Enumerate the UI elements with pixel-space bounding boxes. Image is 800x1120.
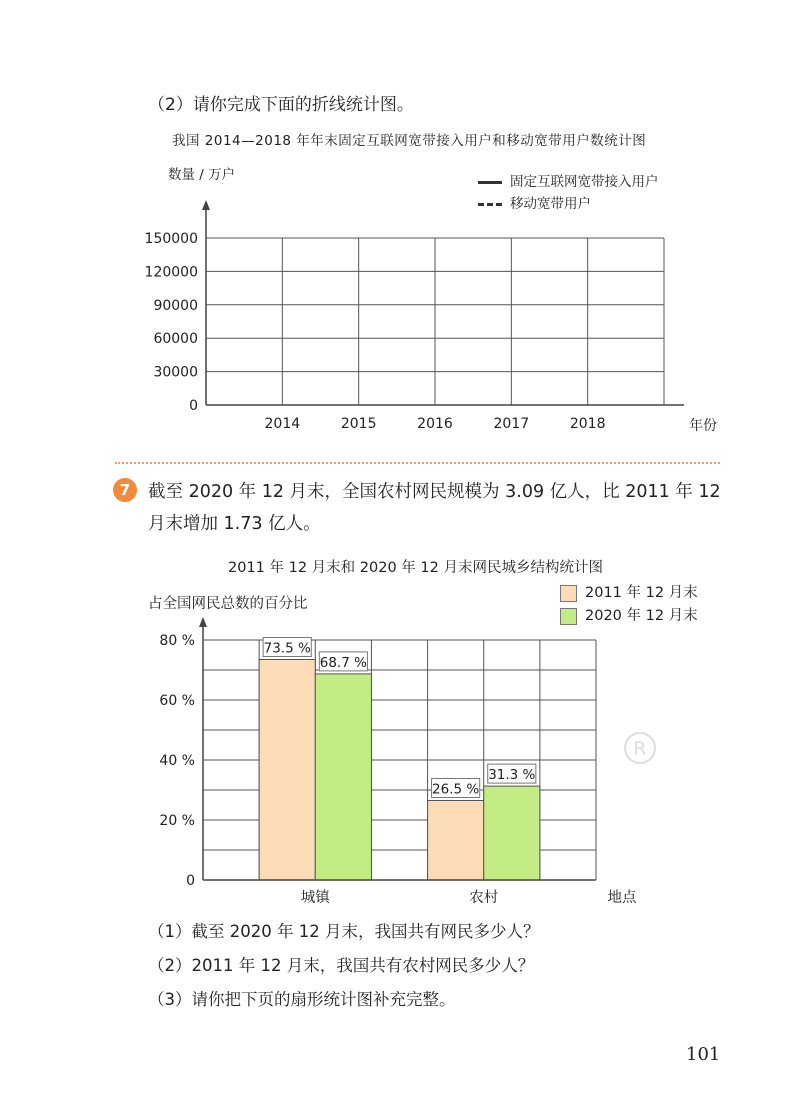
line-chart-title: 我国 2014—2018 年年末固定互联网宽带接入用户和移动宽带用户数统计图: [172, 133, 647, 149]
bar-chart: [0, 600, 800, 920]
data-label: 68.7 %: [319, 654, 367, 671]
legend-label-2011: 2011 年 12 月末: [585, 585, 698, 601]
section-divider: [115, 462, 720, 464]
sub-question-2: （2）2011 年 12 月末，我国共有农村网民多少人？: [148, 956, 535, 975]
x-tick-label: 2015: [340, 416, 377, 432]
y-tick-label: 0: [186, 873, 195, 889]
y-tick-label: 150000: [144, 231, 198, 247]
y-tick-label: 90000: [153, 297, 198, 314]
data-label: 73.5 %: [263, 640, 311, 657]
line-chart: [0, 0, 800, 460]
bar-chart-title: 2011 年 12 月末和 2020 年 12 月末网民城乡结构统计图: [228, 560, 603, 576]
x-axis-label: 地点: [607, 890, 637, 906]
x-tick-label: 2014: [264, 416, 301, 432]
question-2-heading: （2）请你完成下面的折线统计图。: [148, 95, 414, 115]
x-tick-label: 2016: [417, 416, 453, 432]
y-tick-label: 0: [189, 398, 198, 414]
data-label: 26.5 %: [432, 781, 480, 798]
bar: [484, 786, 540, 880]
y-tick-label: 40 %: [159, 753, 195, 769]
bar: [428, 801, 484, 881]
y-axis-arrow-icon: [202, 200, 210, 210]
legend-label-2020: 2020 年 12 月末: [585, 608, 698, 624]
x-tick-label: 2018: [569, 416, 606, 432]
page-number: 101: [686, 1044, 721, 1065]
data-label: 31.3 %: [488, 767, 536, 784]
bar-chart-y-axis-label: 占全国网民总数的百分比: [148, 596, 308, 612]
y-tick-label: 60 %: [159, 693, 195, 709]
y-tick-label: 60000: [153, 331, 198, 348]
legend-label-fixed-broadband: 固定互联网宽带接入用户: [510, 174, 659, 190]
legend-label-mobile-broadband: 移动宽带用户: [510, 196, 591, 212]
y-axis-arrow-icon: [199, 617, 207, 627]
y-tick-label: 30000: [153, 364, 198, 381]
problem-7-text: 截至 2020 年 12 月末，全国农村网民规模为 3.09 亿人，比 2011 年 12 月末增加 1.73 亿人。: [148, 482, 721, 534]
bar: [315, 674, 371, 880]
sub-question-1: （1）截至 2020 年 12 月末，我国共有网民多少人？: [148, 922, 540, 941]
sub-question-3: （3）请你把下页的扇形统计图补充完整。: [148, 990, 456, 1009]
x-tick-label: 2017: [493, 416, 530, 432]
problem-number-badge: 7: [113, 478, 137, 502]
line-chart-y-axis-label: 数量 / 万户: [168, 167, 236, 183]
x-tick-label: 农村: [469, 890, 499, 906]
y-tick-label: 80 %: [159, 633, 195, 649]
y-tick-label: 120000: [144, 264, 198, 281]
registered-mark-letter: R: [633, 738, 647, 760]
x-axis-label: 年份: [689, 418, 717, 434]
y-tick-label: 20 %: [159, 813, 195, 829]
bar: [259, 660, 315, 881]
x-tick-label: 城镇: [300, 890, 330, 906]
